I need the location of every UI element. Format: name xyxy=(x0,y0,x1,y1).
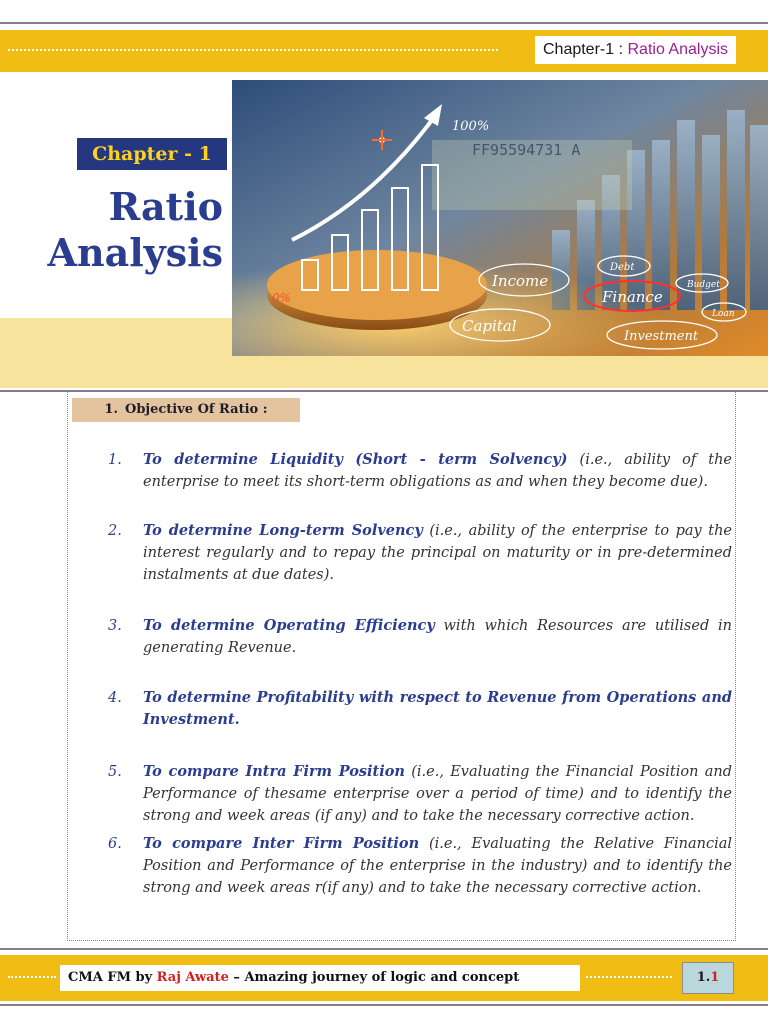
objective-highlight: To determine Liquidity (Short - term Solvency) xyxy=(143,451,568,468)
objective-highlight: To compare Intra Firm Position xyxy=(143,763,405,780)
section-heading xyxy=(72,398,300,422)
header-separator: : xyxy=(618,41,624,58)
hero-word-budget: Budget xyxy=(687,280,720,290)
header-chapter-tag xyxy=(535,36,736,64)
hero-word-0: 0% xyxy=(272,291,292,305)
chapter-label: Chapter - 1 xyxy=(77,138,227,170)
objective-item xyxy=(108,449,732,493)
svg-text:FF95594731 A: FF95594731 A xyxy=(472,141,581,159)
objective-highlight: To determine Profitability with respect to Revenue from Operations and Investment. xyxy=(143,689,732,728)
objective-text: (i.e., ability of the enterprise to meet its short-term obligations as and when they become due). xyxy=(143,452,732,490)
hero-word-debt: Debt xyxy=(610,262,635,273)
header-topic: Ratio Analysis xyxy=(627,41,728,58)
footer-dotted-right xyxy=(586,976,672,978)
objective-number: 5. xyxy=(108,764,122,780)
hero-word-income: Income xyxy=(492,272,549,290)
footer-rule-top xyxy=(0,948,768,950)
page-chapter: 1. xyxy=(696,970,711,985)
footer-dotted-left xyxy=(8,976,56,978)
header-rule-top xyxy=(0,22,768,24)
hero-word-100: 100% xyxy=(452,119,490,134)
page-num: 1 xyxy=(710,970,720,985)
header-dotted-line xyxy=(8,49,498,51)
objective-item xyxy=(108,833,732,899)
footer-prefix: CMA FM by xyxy=(68,970,157,985)
header-chapter-ref: Chapter-1 xyxy=(542,41,615,58)
footer-author: Raj Awate xyxy=(156,970,229,985)
hero-image xyxy=(232,80,768,356)
objective-highlight: To determine Long-term Solvency xyxy=(143,522,423,539)
objective-number: 6. xyxy=(108,836,122,852)
footer-tagline xyxy=(60,965,580,991)
section-title: Objective Of Ratio : xyxy=(125,402,268,417)
objective-item xyxy=(108,615,732,659)
hero-word-investment: Investment xyxy=(624,329,699,344)
hero-word-loan: Loan xyxy=(712,309,735,319)
objective-highlight: To compare Inter Firm Position xyxy=(143,835,420,852)
objective-number: 3. xyxy=(108,618,122,634)
objective-highlight: To determine Operating Efficiency xyxy=(143,617,435,634)
objective-number: 2. xyxy=(108,523,122,539)
objective-text: (i.e., Evaluating the Financial Position and Performance of thesame enterprise over a period of time) and to identify the strong and week areas (if any) and to take the necessary corrective action. xyxy=(143,764,732,824)
hero-illustration xyxy=(232,80,768,356)
page-title-line2: Analysis xyxy=(47,230,223,275)
objective-item xyxy=(108,520,732,586)
section-number: 1. xyxy=(104,402,118,417)
page-number xyxy=(682,962,734,994)
footer-rule-bottom xyxy=(0,1004,768,1006)
objective-item xyxy=(108,761,732,827)
objective-text: with which Resources are utilised in generating Revenue. xyxy=(143,618,732,656)
objective-text: (i.e., ability of the enterprise to pay the interest regularly and to repay the principal on maturity or in pre-determined instalments at due dates). xyxy=(143,523,732,583)
footer-suffix: – Amazing journey of logic and concept xyxy=(228,970,520,985)
objective-item xyxy=(108,687,732,731)
objective-number: 1. xyxy=(108,452,122,468)
objective-text: (i.e., Evaluating the Relative Financial Position and Performance of the enterprise in the industry) and to identify the strong and week areas r(if any) and to take the necessary corrective action. xyxy=(143,836,732,896)
hero-word-capital: Capital xyxy=(462,317,517,335)
objective-number: 4. xyxy=(108,690,122,706)
page-title-line1: Ratio xyxy=(108,184,223,229)
hero-word-finance: Finance xyxy=(602,288,663,306)
